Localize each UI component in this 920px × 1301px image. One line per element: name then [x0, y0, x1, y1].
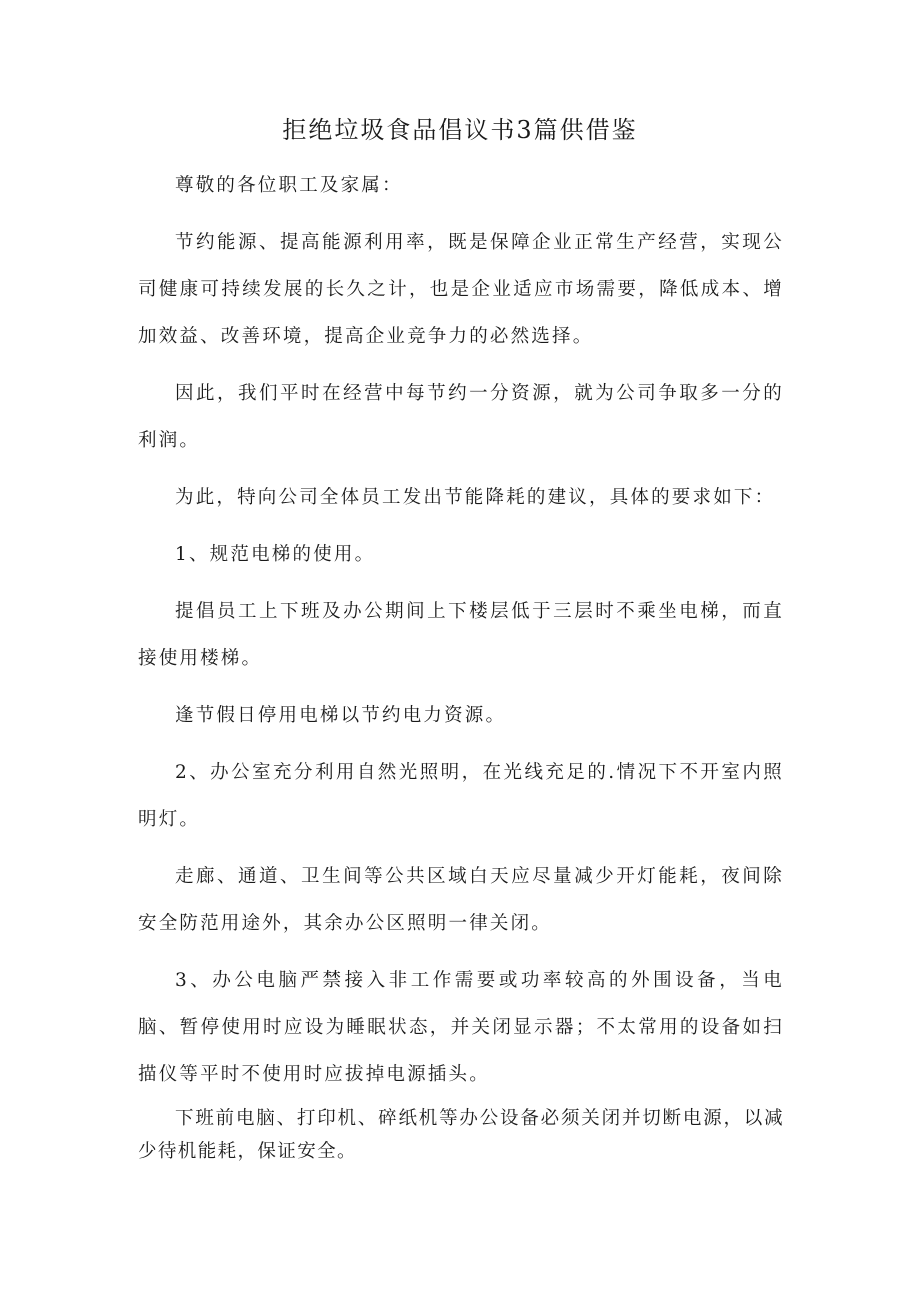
- paragraph-stairs: 提倡员工上下班及办公期间上下楼层低于三层时不乘坐电梯，而直接使用楼梯。: [138, 601, 784, 669]
- item-2-natural-light: 2、办公室充分利用自然光照明，在光线充足的.情况下不开室内照明灯。: [138, 762, 784, 830]
- greeting: 尊敬的各位职工及家属：: [175, 175, 403, 196]
- paragraph-public-lighting: 走廊、通道、卫生间等公共区域白天应尽量减少开灯能耗，夜间除安全防范用途外，其余办公区照明一律关闭。: [138, 866, 784, 934]
- document-body: [138, 162, 784, 1178]
- item-1-heading: 1、规范电梯的使用。: [175, 544, 376, 565]
- paragraph-proposal-intro: 为此，特向公司全体员工发出节能降耗的建议，具体的要求如下：: [175, 487, 776, 508]
- paragraph-energy-saving: 节约能源、提高能源利用率，既是保障企业正常生产经营，实现公司健康可持续发展的长久之计，也是企业适应市场需要，降低成本、增加效益、改善环境，提高企业竞争力的必然选择。: [138, 232, 784, 347]
- paragraph-resource-profit: 因此，我们平时在经营中每节约一分资源，就为公司争取多一分的利润。: [138, 383, 784, 451]
- item-3-computers: 3、办公电脑严禁接入非工作需要或功率较高的外围设备，当电脑、暂停使用时应设为睡眠状态，并关闭显示器；不太常用的设备如扫描仪等平时不使用时应拔掉电源插头。: [138, 970, 784, 1085]
- paragraph-shutdown: 下班前电脑、打印机、碎纸机等办公设备必须关闭并切断电源，以减少待机能耗，保证安全。: [138, 1108, 784, 1162]
- paragraph-holiday-elevator: 逢节假日停用电梯以节约电力资源。: [175, 705, 507, 726]
- document-title: 拒绝垃圾食品倡议书3篇供借鉴: [282, 116, 638, 144]
